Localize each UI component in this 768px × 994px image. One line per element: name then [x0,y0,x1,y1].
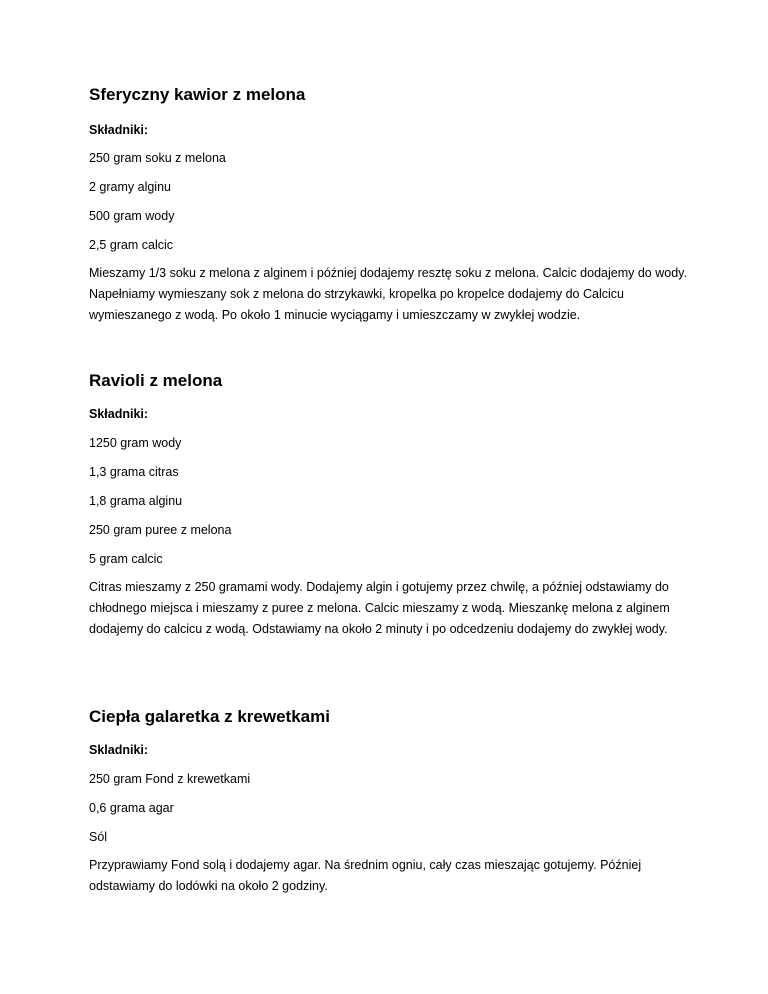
ingredient-item: 250 gram puree z melona [89,523,232,537]
instructions-paragraph: Przyprawiamy Fond solą i dodajemy agar. Na średnim ogniu, cały czas mieszając gotujemy. Później odstawiamy do lodówki na około 2 godziny. [89,858,642,893]
recipe-title: Sferyczny kawior z melona [89,85,306,104]
ingredient-item: 500 gram wody [89,209,175,223]
ingredient-item: Sól [89,830,108,844]
ingredients-label: Składniki: [89,407,149,421]
ingredient-item: 2 gramy alginu [89,180,171,194]
recipe-title: Ravioli z melona [89,371,223,390]
ingredient-item: 250 gram soku z melona [89,151,226,165]
ingredient-item: 250 gram Fond z krewetkami [89,772,251,786]
ingredient-item: 1,8 grama alginu [89,494,183,508]
ingredient-item: 1250 gram wody [89,436,182,450]
ingredients-label: Składniki: [89,123,149,137]
ingredients-label: Skladniki: [89,743,149,757]
recipe-title: Ciepła galaretka z krewetkami [89,707,330,726]
ingredient-item: 2,5 gram calcic [89,238,174,252]
instructions-paragraph: Mieszamy 1/3 soku z melona z alginem i później dodajemy resztę soku z melona. Calcic dodajemy do wody. Napełniamy wymieszany sok z melona do strzykawki, kropelka po kropelce dodajemy do Calcicu wymieszanego z wodą. Po około 1 minucie wyciągamy i umieszczamy w zwykłej wodzie. [89,266,687,322]
ingredient-item: 5 gram calcic [89,552,163,566]
instructions-paragraph: Citras mieszamy z 250 gramami wody. Dodajemy algin i gotujemy przez chwilę, a później odstawiamy do chłodnego miejsca i mieszamy z puree z melona. Calcic mieszamy z wodą. Mieszankę melona z alginem dodajemy do calcicu z wodą. Odstawiamy na około 2 minuty i po odcedzeniu dodajemy do zwykłej wody. [89,580,670,636]
ingredient-item: 1,3 grama citras [89,465,179,479]
ingredient-item: 0,6 grama agar [89,801,174,815]
